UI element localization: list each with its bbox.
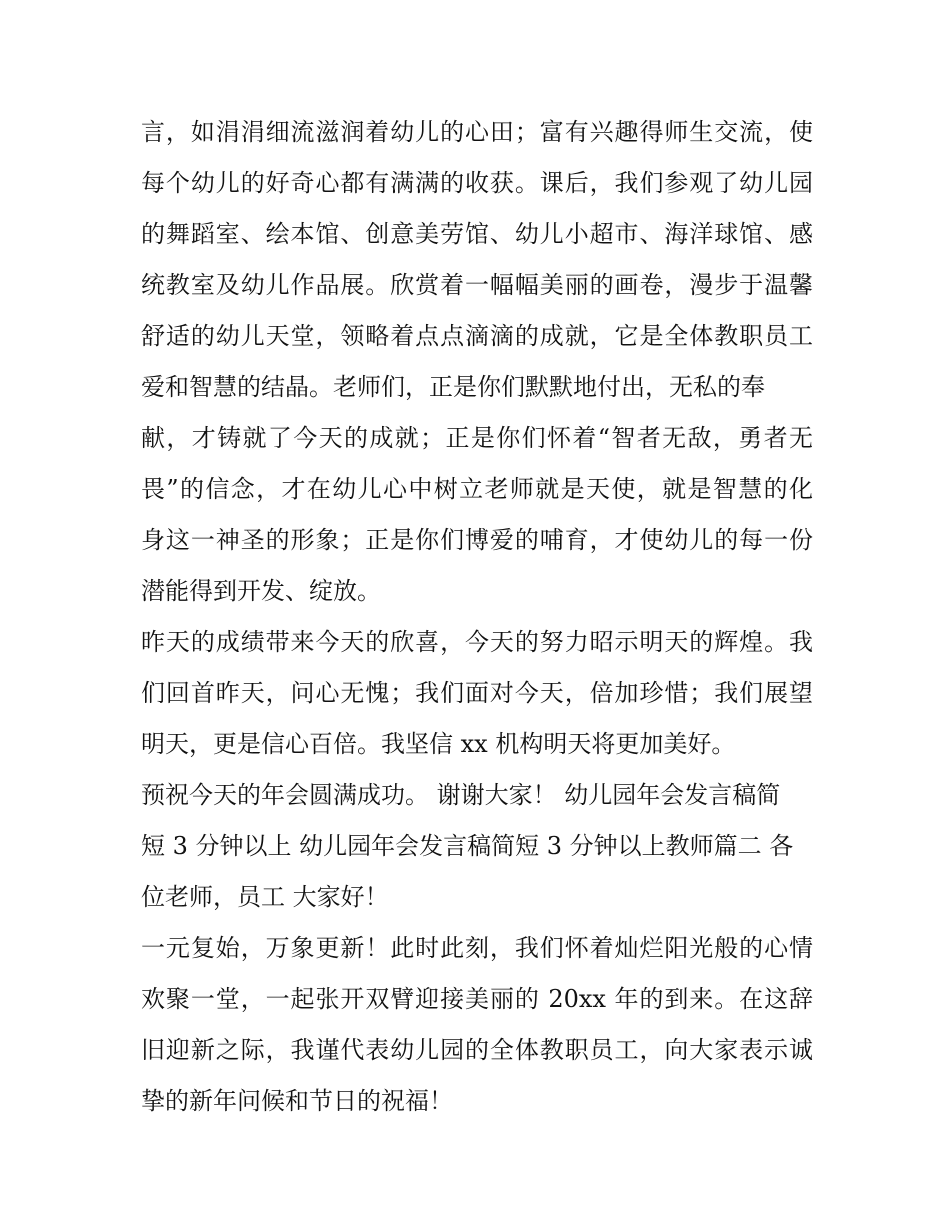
text-line: 短 3 分钟以上 幼儿园年会发言稿简短 3 分钟以上教师篇二 各 [141,832,794,860]
text-line: 欢聚一堂，一起张开双臂迎接美丽的 20xx 年的到来。在这辞 [141,985,813,1013]
text-line: 每个幼儿的好奇心都有满满的收获。课后，我们参观了幼儿园 [141,169,813,197]
text-line: 预祝今天的年会圆满成功。 谢谢大家！ 幼儿园年会发言稿简 [141,781,781,809]
text-line: 的舞蹈室、绘本馆、创意美劳馆、幼儿小超市、海洋球馆、感 [141,220,813,248]
text-line: 身这一神圣的形象；正是你们博爱的哺育，才使幼儿的每一份 [141,526,813,554]
text-line: 舒适的幼儿天堂，领略着点点滴滴的成就，它是全体教职员工 [141,322,813,350]
text-line: 统教室及幼儿作品展。欣赏着一幅幅美丽的画卷，漫步于温馨 [141,271,813,299]
text-line: 旧迎新之际，我谨代表幼儿园的全体教职员工，向大家表示诚 [141,1036,813,1064]
text-line: 昨天的成绩带来今天的欣喜，今天的努力昭示明天的辉煌。我 [141,628,813,656]
text-line: 献，才铸就了今天的成就；正是你们怀着“智者无敌，勇者无 [141,424,813,452]
text-line: 爱和智慧的结晶。老师们，正是你们默默地付出，无私的奉 [141,373,765,401]
body-text [141,107,813,1127]
text-line: 潜能得到开发、绽放。 [141,577,381,605]
text-line: 明天，更是信心百倍。我坚信 xx 机构明天将更加美好。 [141,730,736,758]
text-line: 畏”的信念，才在幼儿心中树立老师就是天使，就是智慧的化 [141,475,813,503]
text-line: 挚的新年问候和节日的祝福！ [141,1087,453,1115]
text-line: 言，如涓涓细流滋润着幼儿的心田；富有兴趣得师生交流，使 [141,118,813,146]
text-line: 一元复始，万象更新！此时此刻，我们怀着灿烂阳光般的心情 [141,934,813,962]
text-line: 们回首昨天，问心无愧；我们面对今天，倍加珍惜；我们展望 [141,679,813,707]
text-line: 位老师，员工 大家好！ [141,883,389,911]
